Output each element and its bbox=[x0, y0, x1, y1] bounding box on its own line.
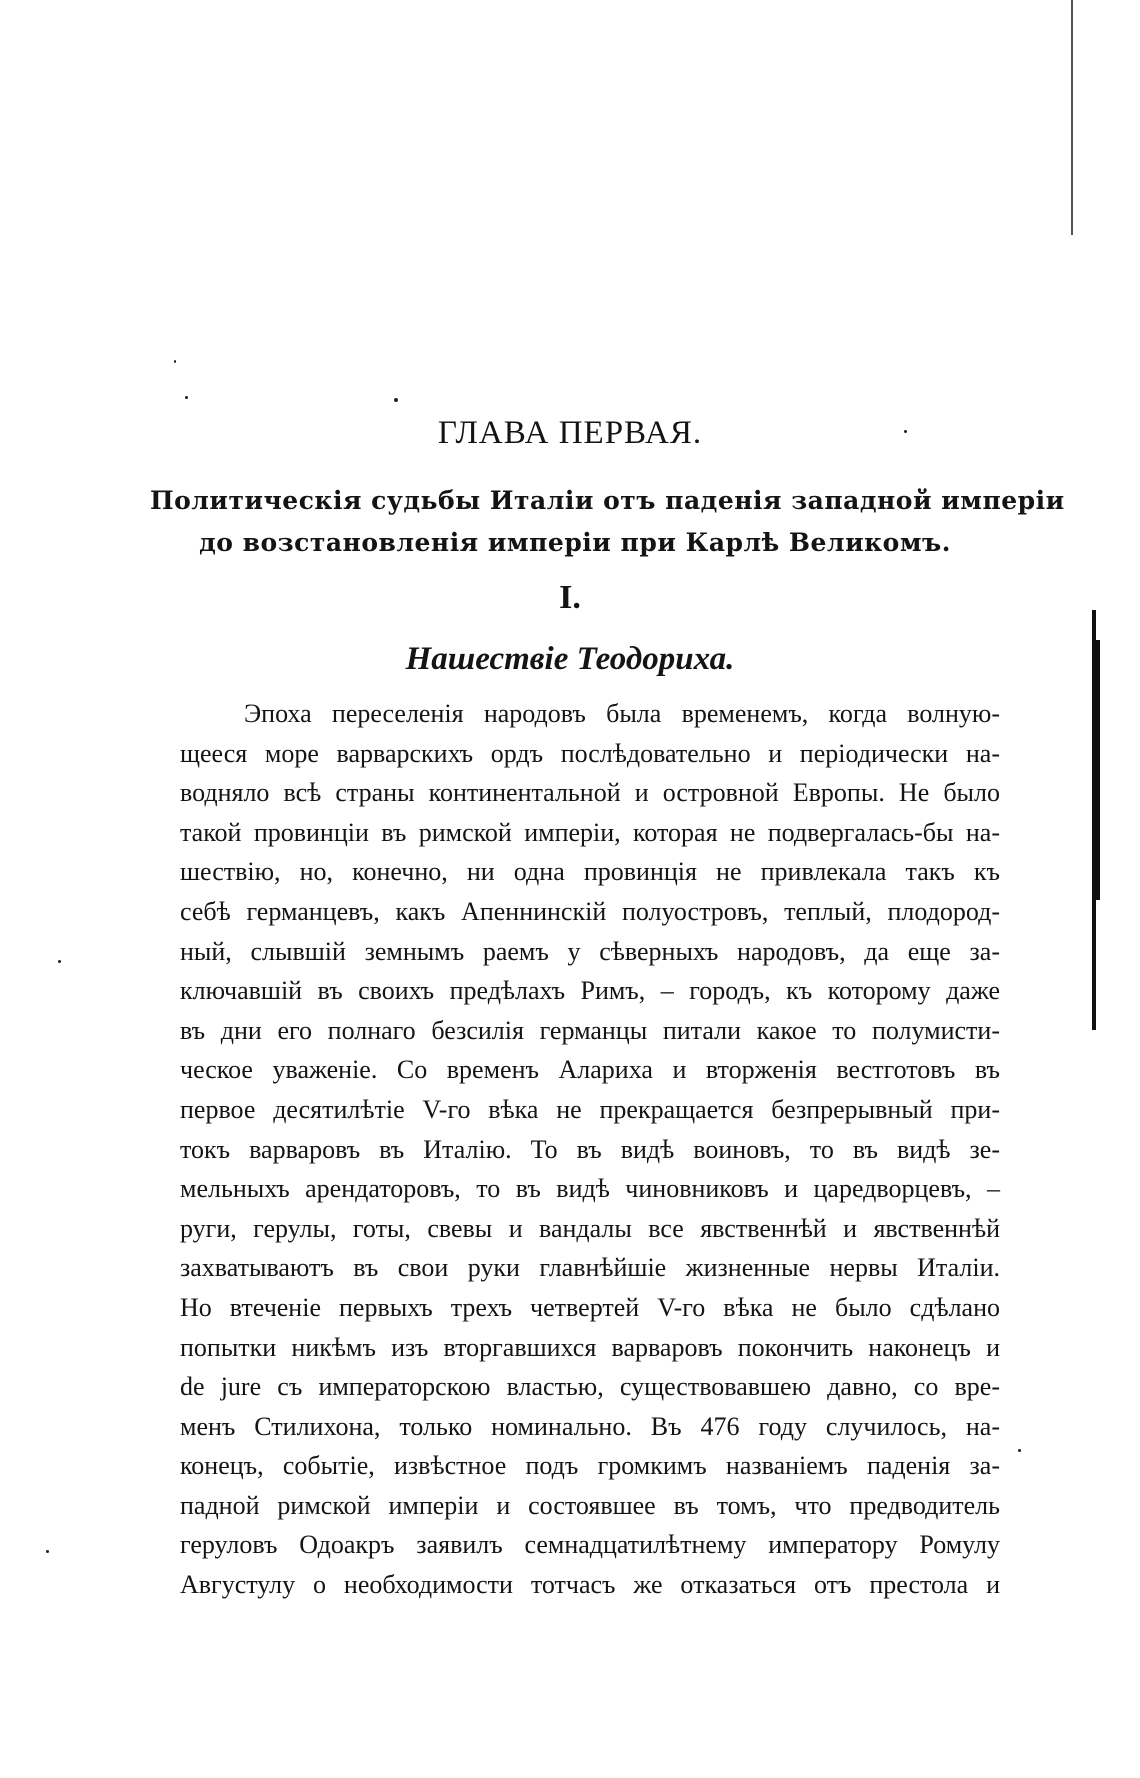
body-line: щееся море варварскихъ ордъ послѣдовательно и періодически на- bbox=[180, 738, 1000, 768]
body-line: падной римской имперіи и состоявшее въ томъ, что предводитель bbox=[180, 1490, 1000, 1520]
body-line: такой провинціи въ римской имперіи, которая не подвергалась-бы на- bbox=[180, 817, 1000, 847]
chapter-subtitle-line: Политическія судьбы Италіи отъ паденія западной имперіи bbox=[150, 486, 1065, 515]
body-line: ческое уваженіе. Со временъ Алариха и вторженія вестготовъ въ bbox=[180, 1055, 1000, 1085]
scan-speck bbox=[174, 360, 176, 363]
body-line: ключавшій въ своихъ предѣлахъ Римъ, – городъ, къ которому даже bbox=[180, 976, 1000, 1006]
section-number: I. bbox=[559, 579, 581, 616]
body-line: токъ варваровъ въ Италію. То въ видѣ воиновъ, то въ видѣ зе- bbox=[180, 1134, 1000, 1164]
body-line: Эпоха переселенія народовъ была временемъ, когда волную- bbox=[244, 699, 1000, 728]
section-title: Нашествіе Теодориха. bbox=[405, 641, 735, 677]
body-line: руги, герулы, готы, свевы и вандалы все явственнѣй и явственнѣй bbox=[180, 1213, 1000, 1243]
body-line: захватываютъ въ свои руки главнѣйшіе жизненные нервы Италіи. bbox=[180, 1253, 1000, 1283]
chapter-heading: ГЛАВА ПЕРВАЯ. bbox=[437, 415, 703, 451]
body-line: въ дни его полнаго безсилія германцы питали какое то полумисти- bbox=[180, 1015, 1000, 1045]
body-line: попытки никѣмъ изъ вторгавшихся варваровъ покончить наконецъ и bbox=[180, 1332, 1000, 1362]
body-line: геруловъ Одоакръ заявилъ семнадцатилѣтнему императору Ромулу bbox=[180, 1530, 1000, 1560]
body-line: менъ Стилихона, только номинально. Въ 476 году случилось, на- bbox=[180, 1411, 1000, 1441]
body-line: конецъ, событіе, извѣстное подъ громкимъ названіемъ паденія за- bbox=[180, 1451, 1000, 1481]
body-line: первое десятилѣтіе V-го вѣка не прекращается безпрерывный при- bbox=[180, 1094, 1000, 1124]
body-line: мельныхъ арендаторовъ, то въ видѣ чиновниковъ и царедворцевъ, – bbox=[180, 1174, 1000, 1204]
scan-speck bbox=[1018, 1449, 1021, 1452]
scan-speck bbox=[46, 1550, 49, 1553]
scan-edge-bar bbox=[1071, 0, 1073, 235]
chapter-subtitle-line: до возстановленія имперіи при Карлѣ Великомъ. bbox=[199, 528, 951, 557]
scan-speck bbox=[58, 960, 61, 963]
chapter-subtitle bbox=[150, 480, 1065, 564]
body-line: ный, слывшій земнымъ раемъ у сѣверныхъ народовъ, да еще за- bbox=[180, 936, 1000, 966]
body-line: себѣ германцевъ, какъ Апеннинскій полуостровъ, теплый, плодород- bbox=[180, 896, 1000, 926]
body-line: шествію, но, конечно, ни одна провинція не привлекала такъ къ bbox=[180, 857, 1000, 887]
body-line: de jure съ императорскою властью, существовавшею давно, со вре- bbox=[180, 1372, 1000, 1402]
body-paragraph bbox=[180, 694, 1000, 1605]
body-line: Августулу о необходимости тотчасъ же отказаться отъ престола и bbox=[180, 1570, 1000, 1600]
body-line: водняло всѣ страны континентальной и островной Европы. Не было bbox=[180, 778, 1000, 808]
scan-speck bbox=[394, 398, 398, 402]
body-line: Но втеченіе первыхъ трехъ четвертей V-го вѣка не было сдѣлано bbox=[180, 1292, 1000, 1322]
scan-speck bbox=[185, 396, 188, 399]
